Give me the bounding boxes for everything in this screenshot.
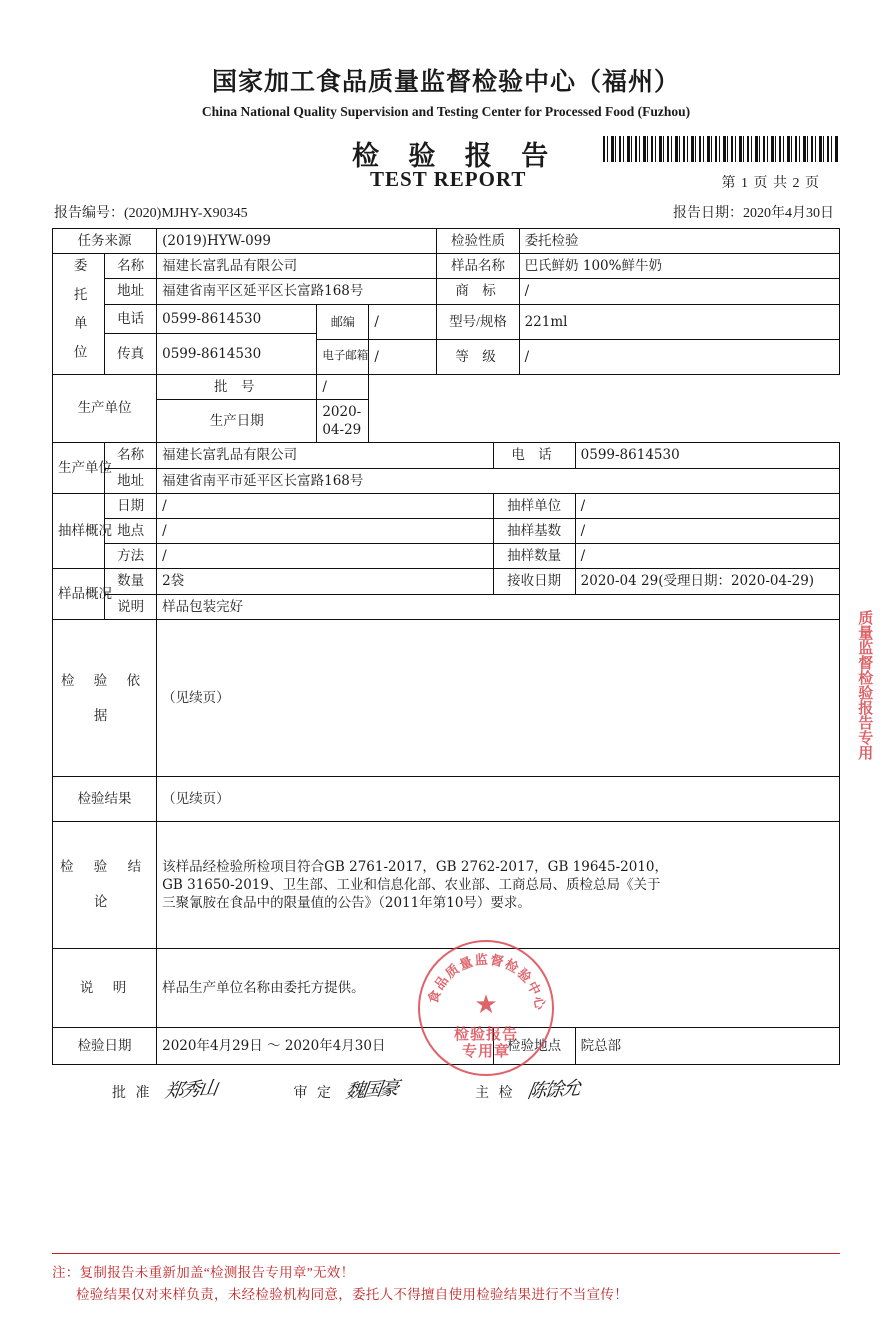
table-row bbox=[53, 254, 840, 279]
approve-label: 批 准 bbox=[112, 1085, 153, 1101]
report-date-value: 2020年4月30日 bbox=[743, 206, 834, 221]
svg-text:食品质量监督检验中心: 食品质量监督检验中心 bbox=[425, 951, 549, 1013]
sampling-method-value: / bbox=[157, 544, 493, 569]
conclusion-line-1: 该样品经检验所检项目符合GB 2761-2017，GB 2762-2017，GB 19645-2010， bbox=[162, 858, 669, 875]
report-table bbox=[52, 228, 840, 443]
sampling-place-value: / bbox=[157, 518, 493, 543]
model-label: 型号/规格 bbox=[437, 304, 519, 339]
table-row bbox=[53, 468, 840, 493]
producer-name-value: 福建长富乳品有限公司 bbox=[157, 443, 493, 468]
table-row bbox=[53, 518, 840, 543]
report-title-en: TEST REPORT bbox=[370, 167, 527, 191]
conclusion-label-text: 检 验 结 论 bbox=[60, 858, 150, 910]
test-date-value: 2020年4月29日 ～ 2020年4月30日 bbox=[157, 1027, 493, 1064]
sample-info-label: 样品概况 bbox=[53, 569, 105, 619]
client-contact-label-group bbox=[105, 304, 157, 374]
inspect-signature-value: 陈馀允 bbox=[525, 1077, 581, 1103]
client-zip-label: 邮编 bbox=[317, 304, 369, 339]
signature-row bbox=[52, 1075, 840, 1102]
client-section-label-text: 委 托 单 位 bbox=[71, 258, 87, 365]
basis-value: （见续页） bbox=[157, 619, 840, 776]
report-table-lower bbox=[52, 442, 840, 1065]
conclusion-label bbox=[53, 821, 157, 948]
table-row bbox=[53, 821, 840, 948]
barcode-icon bbox=[603, 136, 838, 162]
sample-name-value: 巴氏鲜奶 100%鲜牛奶 bbox=[519, 254, 839, 279]
report-date bbox=[673, 202, 834, 222]
edge-seal-stamp bbox=[852, 610, 886, 780]
sampling-section-label: 抽样概况 bbox=[53, 493, 105, 569]
task-source-value: (2019)HYW-099 bbox=[157, 229, 437, 254]
production-date-label: 生产日期 bbox=[157, 399, 317, 442]
table-row bbox=[53, 374, 840, 399]
table-row bbox=[53, 948, 840, 1027]
organization-name-en: China National Quality Supervision and Testing Center for Processed Food (Fuzhou) bbox=[201, 104, 691, 119]
sampling-date-label: 日期 bbox=[105, 493, 157, 518]
table-row bbox=[53, 279, 840, 304]
table-row bbox=[53, 304, 840, 339]
sampling-base-value: / bbox=[575, 518, 839, 543]
organization-name-cn: 国家加工食品质量监督检验中心（福州） bbox=[211, 67, 680, 96]
report-title-row bbox=[52, 134, 840, 196]
sample-description-label: 说明 bbox=[105, 594, 157, 619]
report-date-label: 报告日期： bbox=[673, 206, 743, 221]
producer-address-value: 福建省南平市延平区长富路168号 bbox=[157, 468, 840, 493]
producer-name-label: 名称 bbox=[105, 443, 157, 468]
test-place-label: 检验地点 bbox=[493, 1027, 575, 1064]
table-row bbox=[53, 229, 840, 254]
producer-tel-value: 0599-8614530 bbox=[575, 443, 839, 468]
table-row bbox=[53, 544, 840, 569]
sampling-place-label: 地点 bbox=[105, 518, 157, 543]
report-number bbox=[54, 202, 248, 222]
seal-star-icon: ★ bbox=[474, 990, 498, 1020]
client-fax-value: 0599-8614530 bbox=[162, 345, 262, 362]
client-zip-value: / bbox=[369, 304, 437, 339]
basis-label-text: 检 验 依 据 bbox=[60, 672, 149, 723]
remark-label: 说 明 bbox=[53, 948, 157, 1027]
sampling-quantity-label: 抽样数量 bbox=[493, 544, 575, 569]
sample-description-value: 样品包装完好 bbox=[157, 594, 840, 619]
receive-date-label: 接收日期 bbox=[493, 569, 575, 594]
client-email-value: / bbox=[369, 339, 437, 374]
result-value: （见续页） bbox=[157, 776, 840, 821]
conclusion-value bbox=[157, 821, 840, 948]
sampling-base-label: 抽样基数 bbox=[493, 518, 575, 543]
result-label: 检验结果 bbox=[53, 776, 157, 821]
inspection-type-value: 委托检验 bbox=[519, 229, 839, 254]
client-name-value: 福建长富乳品有限公司 bbox=[157, 254, 437, 279]
table-row bbox=[53, 569, 840, 594]
table-row bbox=[53, 594, 840, 619]
sample-quantity-label: 数量 bbox=[105, 569, 157, 594]
review-label: 审 定 bbox=[293, 1085, 335, 1101]
seal-bottom-line-1: 检验报告 bbox=[453, 1027, 518, 1043]
remark-value: 样品生产单位名称由委托方提供。 bbox=[157, 948, 840, 1027]
table-row bbox=[53, 399, 840, 442]
grade-value: / bbox=[519, 339, 839, 374]
table-row bbox=[53, 493, 840, 518]
review-signature bbox=[294, 1075, 398, 1102]
sample-quantity-value: 2袋 bbox=[157, 569, 493, 594]
brand-label: 商 标 bbox=[437, 279, 519, 304]
batch-value: / bbox=[317, 374, 369, 399]
client-address-value: 福建省南平区延平区长富路168号 bbox=[157, 279, 437, 304]
test-report-page bbox=[0, 62, 892, 1323]
report-number-value: (2020)MJHY-X90345 bbox=[124, 206, 248, 221]
sample-name-label: 样品名称 bbox=[437, 254, 519, 279]
table-row bbox=[53, 1027, 840, 1064]
report-meta-row bbox=[52, 202, 840, 222]
approve-signature-value: 郑秀山 bbox=[162, 1077, 218, 1103]
table-row bbox=[53, 443, 840, 468]
report-title-cn: 检 验 报 告 bbox=[352, 141, 559, 172]
model-value: 221ml bbox=[519, 304, 839, 339]
sampling-method-label: 方法 bbox=[105, 544, 157, 569]
producer-address-label: 地址 bbox=[105, 468, 157, 493]
footer-note-1: 注：复制报告未重新加盖“检测报告专用章”无效！ bbox=[52, 1265, 355, 1280]
sampling-unit-label: 抽样单位 bbox=[493, 493, 575, 518]
client-section-label bbox=[53, 254, 105, 374]
review-signature-value: 魏国豪 bbox=[343, 1077, 399, 1103]
sampling-date-value: / bbox=[157, 493, 493, 518]
task-source-label: 任务来源 bbox=[53, 229, 157, 254]
inspect-signature bbox=[475, 1075, 579, 1102]
client-email-label: 电子邮箱 bbox=[317, 339, 369, 374]
table-row bbox=[53, 776, 840, 821]
grade-label: 等 级 bbox=[437, 339, 519, 374]
receive-date-value: 2020-04 29(受理日期：2020-04-29) bbox=[575, 569, 839, 594]
seal-bottom-line-2: 专用章 bbox=[461, 1043, 510, 1060]
conclusion-line-2: GB 31650-2019、卫生部、工业和信息化部、农业部、工商总局、质检总局《关于 bbox=[162, 876, 661, 893]
batch-label: 批 号 bbox=[157, 374, 317, 399]
producer-section-label: 生产单位 bbox=[53, 374, 157, 443]
test-place-value: 院总部 bbox=[575, 1027, 839, 1064]
client-tel-value: 0599-8614530 bbox=[157, 305, 316, 334]
production-date-value: 2020-04-29 bbox=[317, 399, 369, 442]
client-tel-label: 电话 bbox=[105, 305, 156, 334]
brand-value: / bbox=[519, 279, 839, 304]
client-address-label: 地址 bbox=[105, 279, 157, 304]
basis-label bbox=[53, 619, 157, 776]
inspect-label: 主 检 bbox=[475, 1085, 516, 1101]
producer-label: 生产单位 bbox=[53, 443, 105, 493]
producer-tel-label: 电 话 bbox=[493, 443, 575, 468]
footer-note-2: 检验结果仅对来样负责，未经检验机构同意，委托人不得擅自使用检验结果进行不当宣传！ bbox=[76, 1287, 628, 1302]
client-name-label: 名称 bbox=[105, 254, 157, 279]
table-row bbox=[53, 619, 840, 776]
client-contact-value-group bbox=[157, 304, 317, 374]
sampling-unit-value: / bbox=[575, 493, 839, 518]
test-date-label: 检验日期 bbox=[53, 1027, 157, 1064]
client-fax-label: 传真 bbox=[117, 345, 145, 361]
report-number-label: 报告编号： bbox=[54, 206, 124, 221]
approve-signature bbox=[112, 1075, 216, 1102]
edge-seal-text: 质量监督检验报告专用 bbox=[856, 610, 873, 760]
inspection-type-label: 检验性质 bbox=[437, 229, 519, 254]
sampling-quantity-value: / bbox=[575, 544, 839, 569]
conclusion-line-3: 三聚氰胺在食品中的限量值的公告》（2011年第10号）要求。 bbox=[162, 894, 531, 911]
page-number: 第 1 页 共 2 页 bbox=[721, 176, 820, 191]
